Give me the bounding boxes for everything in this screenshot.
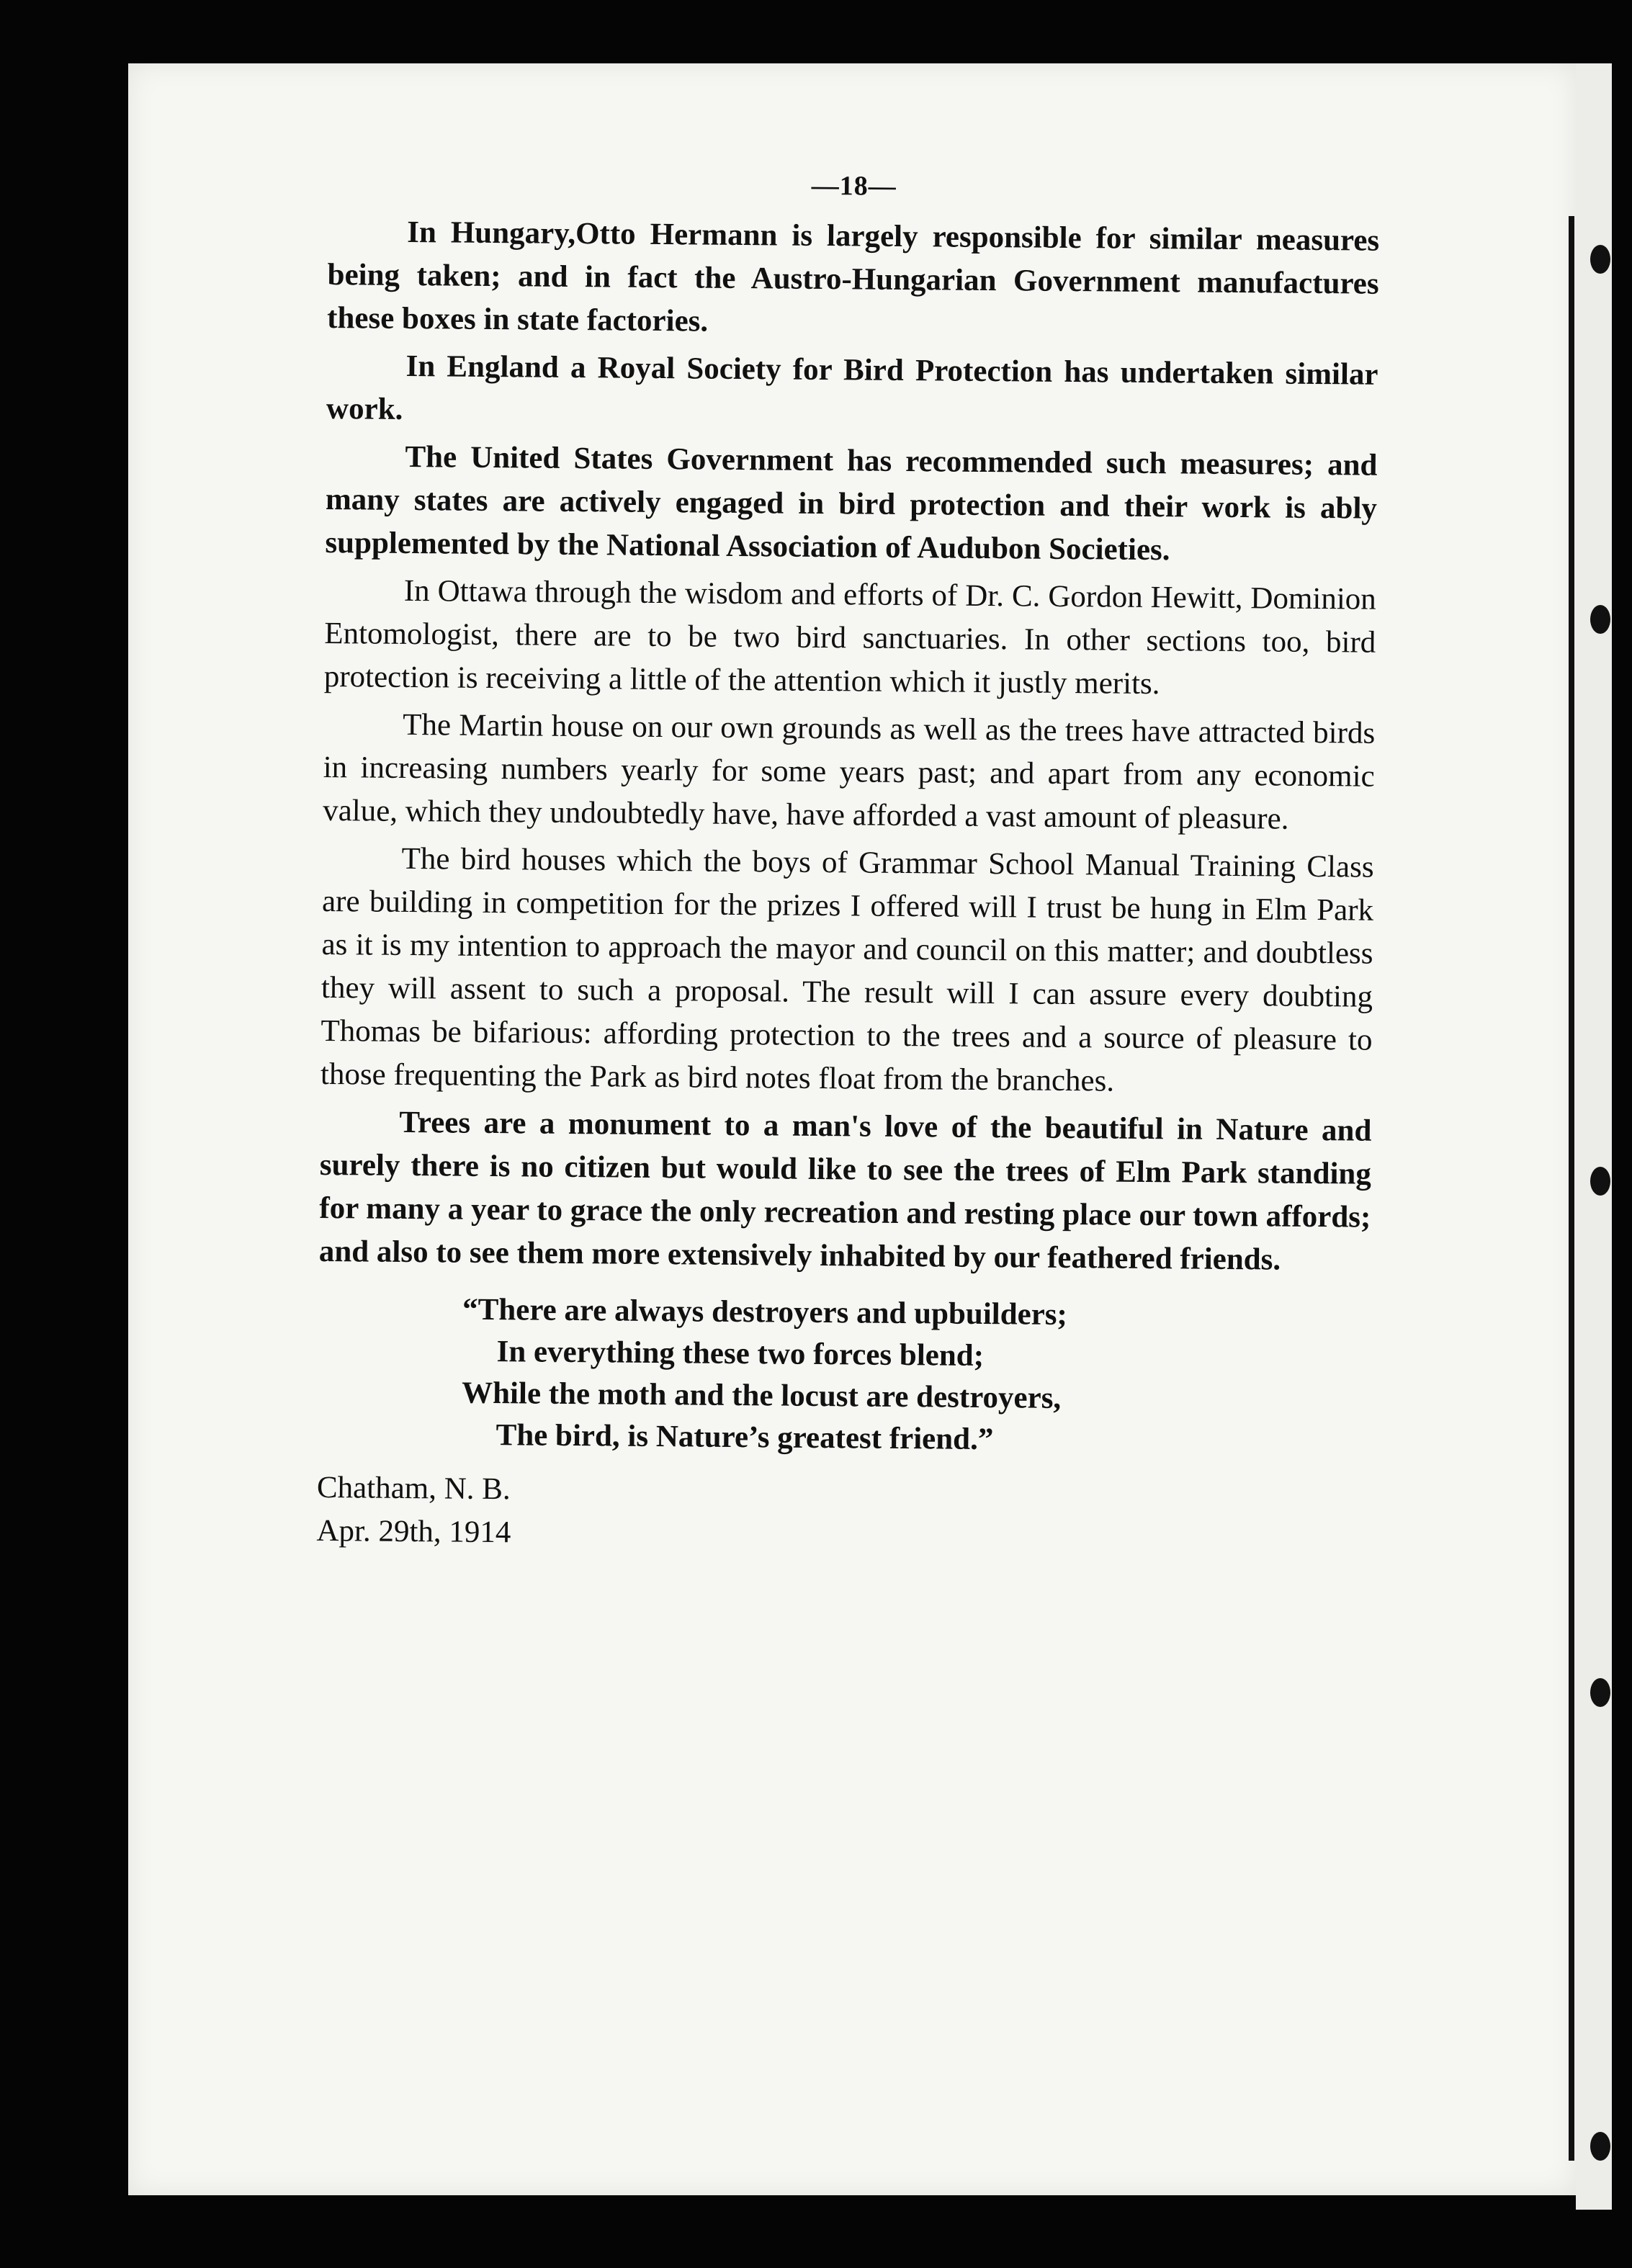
poem-quote — [461, 1289, 1370, 1464]
binding-stitch — [1590, 245, 1610, 274]
page-number: —18— — [811, 170, 897, 202]
poem-line: In everything these two forces blend; — [496, 1335, 985, 1373]
signature-block — [316, 1466, 1368, 1562]
signature-date: Apr. 29th, 1914 — [316, 1513, 511, 1550]
paragraph-bird-houses: The bird houses which the boys of Grammar School Manual Training Class are building in competition for the prizes I offered will I trust be hung in Elm Park as it is my intention to approach the mayor and council on this matter; and doubtless they will assent to such a proposal. The result will I can assure every doubting Thomas be bifarious: affording protection to the trees and a source of pleasure to those frequenting the Park as bird notes float from the branches. — [320, 841, 1374, 1098]
binding-stitch — [1590, 1167, 1610, 1196]
paragraph-england: In England a Royal Society for Bird Protection has undertaken similar work. — [326, 349, 1378, 426]
binding-line — [1569, 216, 1574, 2161]
paragraph-ottawa: In Ottawa through the wisdom and efforts of Dr. C. Gordon Hewitt, Dominion Entomologist, there are to be two bird sanctuaries. In other sections too, bird protection is receiving a little of the attention which it justly merits. — [323, 573, 1377, 702]
paragraph-hungary: In Hungary,Otto Hermann is largely responsible for similar measures being taken; and in fact the Austro-Hungarian Government manufactures these boxes in state factories. — [326, 215, 1380, 339]
binding-stitch — [1590, 605, 1610, 634]
paragraph-united-states: The United States Government has recommended such measures; and many states are actively engaged in bird protection and their work is ably supplemented by the National Association of Audubon Societies. — [325, 439, 1378, 568]
poem-line: While the moth and the locust are destroyers, — [461, 1376, 1062, 1415]
poem-line: The bird, is Nature’s greatest friend.” — [496, 1418, 994, 1457]
poem-line: “There are always destroyers and upbuilders; — [462, 1292, 1068, 1332]
binding-stitch — [1590, 1678, 1610, 1707]
paragraph-trees-monument: Trees are a monument to a man's love of the beautiful in Nature and surely there is no citizen but would like to see the trees of Elm Park standing for many a year to grace the only recreation and resting place our town affords; and also to see them more extensively inhabited by our feathered friends. — [318, 1105, 1372, 1277]
signature-place: Chatham, N. B. — [316, 1470, 511, 1507]
paragraph-martin-house: The Martin house on our own grounds as well as the trees have attracted birds in increasing numbers yearly for some years past; and apart from any economic value, which they undoubtedly have, have afforded a vast amount of pleasure. — [322, 707, 1376, 836]
binding-stitch — [1590, 2132, 1610, 2161]
page-text — [316, 166, 1380, 1562]
facing-page-edge — [1576, 63, 1612, 2210]
